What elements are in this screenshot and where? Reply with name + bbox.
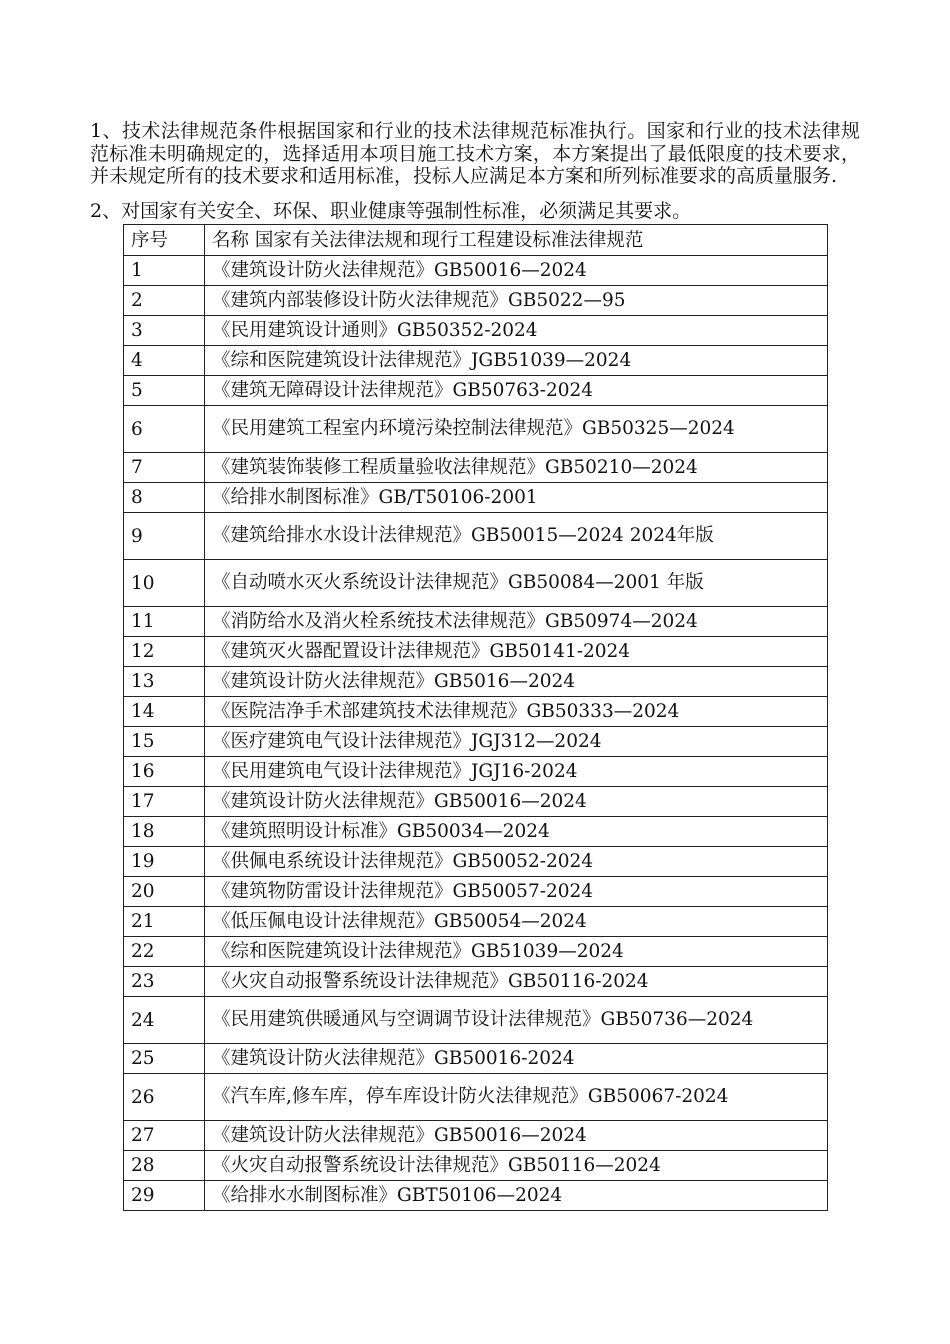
paragraph-technical-standards: 1、技术法律规范条件根据国家和行业的技术法律规范标准执行。国家和行业的技术法律规范标准未明确规定的，选择适用本项目施工技术方案，本方案提出了最低限度的技术要求，并未规定所有的技术要求和适用标准，投标人应满足本方案和所列标准要求的高质量服务. — [90, 120, 860, 187]
table-row — [124, 967, 828, 997]
table-row — [124, 346, 828, 376]
header-standard-name: 名称 国家有关法律法规和现行工程建设标准法律规范 — [205, 225, 828, 256]
row-serial-number: 9 — [124, 513, 205, 560]
row-serial-number: 15 — [124, 727, 205, 757]
row-standard-name: 《火灾自动报警系统设计法律规范》GB50116-2024 — [205, 967, 828, 997]
row-standard-name: 《给排水制图标准》GB/T50106-2001 — [205, 483, 828, 513]
row-standard-name: 《建筑无障碍设计法律规范》GB50763-2024 — [205, 376, 828, 406]
table-row — [124, 1044, 828, 1074]
row-serial-number: 18 — [124, 817, 205, 847]
row-standard-name: 《建筑设计防火法律规范》GB50016—2024 — [205, 256, 828, 286]
row-serial-number: 24 — [124, 997, 205, 1044]
row-standard-name: 《建筑灭火器配置设计法律规范》GB50141-2024 — [205, 637, 828, 667]
table-row — [124, 757, 828, 787]
row-standard-name: 《火灾自动报警系统设计法律规范》GB50116—2024 — [205, 1151, 828, 1181]
row-serial-number: 1 — [124, 256, 205, 286]
table-row — [124, 1074, 828, 1121]
row-serial-number: 16 — [124, 757, 205, 787]
table-row — [124, 727, 828, 757]
row-serial-number: 19 — [124, 847, 205, 877]
row-serial-number: 25 — [124, 1044, 205, 1074]
table-row — [124, 483, 828, 513]
paragraph-mandatory-standards: 2、对国家有关安全、环保、职业健康等强制性标准，必须满足其要求。 — [90, 200, 692, 222]
table-row — [124, 817, 828, 847]
row-serial-number: 27 — [124, 1121, 205, 1151]
row-standard-name: 《消防给水及消火栓系统技术法律规范》GB50974—2024 — [205, 607, 828, 637]
header-serial-number: 序号 — [124, 225, 205, 256]
table-row — [124, 513, 828, 560]
row-serial-number: 28 — [124, 1151, 205, 1181]
row-serial-number: 3 — [124, 316, 205, 346]
row-standard-name: 《建筑设计防火法律规范》GB50016-2024 — [205, 1044, 828, 1074]
table-row — [124, 286, 828, 316]
standards-table — [123, 224, 828, 1211]
standards-table-body — [124, 256, 828, 1211]
row-standard-name: 《综和医院建筑设计法律规范》GB51039—2024 — [205, 937, 828, 967]
row-standard-name: 《供佩电系统设计法律规范》GB50052-2024 — [205, 847, 828, 877]
table-row — [124, 607, 828, 637]
table-row — [124, 877, 828, 907]
row-serial-number: 26 — [124, 1074, 205, 1121]
row-standard-name: 《医疗建筑电气设计法律规范》JGJ312—2024 — [205, 727, 828, 757]
row-standard-name: 《建筑装饰装修工程质量验收法律规范》GB50210—2024 — [205, 453, 828, 483]
table-row — [124, 256, 828, 286]
row-serial-number: 14 — [124, 697, 205, 727]
row-standard-name: 《建筑照明设计标准》GB50034—2024 — [205, 817, 828, 847]
row-serial-number: 11 — [124, 607, 205, 637]
row-serial-number: 6 — [124, 406, 205, 453]
row-serial-number: 20 — [124, 877, 205, 907]
table-row — [124, 406, 828, 453]
table-row — [124, 560, 828, 607]
table-row — [124, 376, 828, 406]
row-serial-number: 22 — [124, 937, 205, 967]
row-standard-name: 《医院洁净手术部建筑技术法律规范》GB50333—2024 — [205, 697, 828, 727]
row-standard-name: 《建筑物防雷设计法律规范》GB50057-2024 — [205, 877, 828, 907]
row-standard-name: 《民用建筑工程室内环境污染控制法律规范》GB50325—2024 — [205, 406, 828, 453]
row-standard-name: 《建筑设计防火法律规范》GB5016—2024 — [205, 667, 828, 697]
row-serial-number: 2 — [124, 286, 205, 316]
row-serial-number: 7 — [124, 453, 205, 483]
table-row — [124, 637, 828, 667]
table-row — [124, 667, 828, 697]
table-row — [124, 1121, 828, 1151]
row-serial-number: 10 — [124, 560, 205, 607]
row-serial-number: 8 — [124, 483, 205, 513]
row-standard-name: 《建筑给排水水设计法律规范》GB50015—2024 2024年版 — [205, 513, 828, 560]
row-standard-name: 《民用建筑供暖通风与空调调节设计法律规范》GB50736—2024 — [205, 997, 828, 1044]
table-row — [124, 787, 828, 817]
row-standard-name: 《自动喷水灭火系统设计法律规范》GB50084—2001 年版 — [205, 560, 828, 607]
table-row — [124, 1181, 828, 1211]
table-row — [124, 316, 828, 346]
table-row — [124, 997, 828, 1044]
row-standard-name: 《汽车库,修车库，停车库设计防火法律规范》GB50067-2024 — [205, 1074, 828, 1121]
row-serial-number: 21 — [124, 907, 205, 937]
row-standard-name: 《民用建筑电气设计法律规范》JGJ16-2024 — [205, 757, 828, 787]
row-serial-number: 23 — [124, 967, 205, 997]
table-row — [124, 907, 828, 937]
row-standard-name: 《民用建筑设计通则》GB50352-2024 — [205, 316, 828, 346]
row-serial-number: 29 — [124, 1181, 205, 1211]
row-standard-name: 《给排水水制图标准》GBT50106—2024 — [205, 1181, 828, 1211]
table-row — [124, 937, 828, 967]
row-serial-number: 13 — [124, 667, 205, 697]
table-row — [124, 847, 828, 877]
table-row — [124, 697, 828, 727]
row-standard-name: 《建筑设计防火法律规范》GB50016—2024 — [205, 787, 828, 817]
table-header-row — [124, 225, 828, 256]
row-serial-number: 17 — [124, 787, 205, 817]
row-standard-name: 《建筑设计防火法律规范》GB50016—2024 — [205, 1121, 828, 1151]
table-row — [124, 453, 828, 483]
row-serial-number: 12 — [124, 637, 205, 667]
row-serial-number: 4 — [124, 346, 205, 376]
table-row — [124, 1151, 828, 1181]
row-standard-name: 《低压佩电设计法律规范》GB50054—2024 — [205, 907, 828, 937]
row-serial-number: 5 — [124, 376, 205, 406]
row-standard-name: 《综和医院建筑设计法律规范》JGB51039—2024 — [205, 346, 828, 376]
row-standard-name: 《建筑内部装修设计防火法律规范》GB5022—95 — [205, 286, 828, 316]
